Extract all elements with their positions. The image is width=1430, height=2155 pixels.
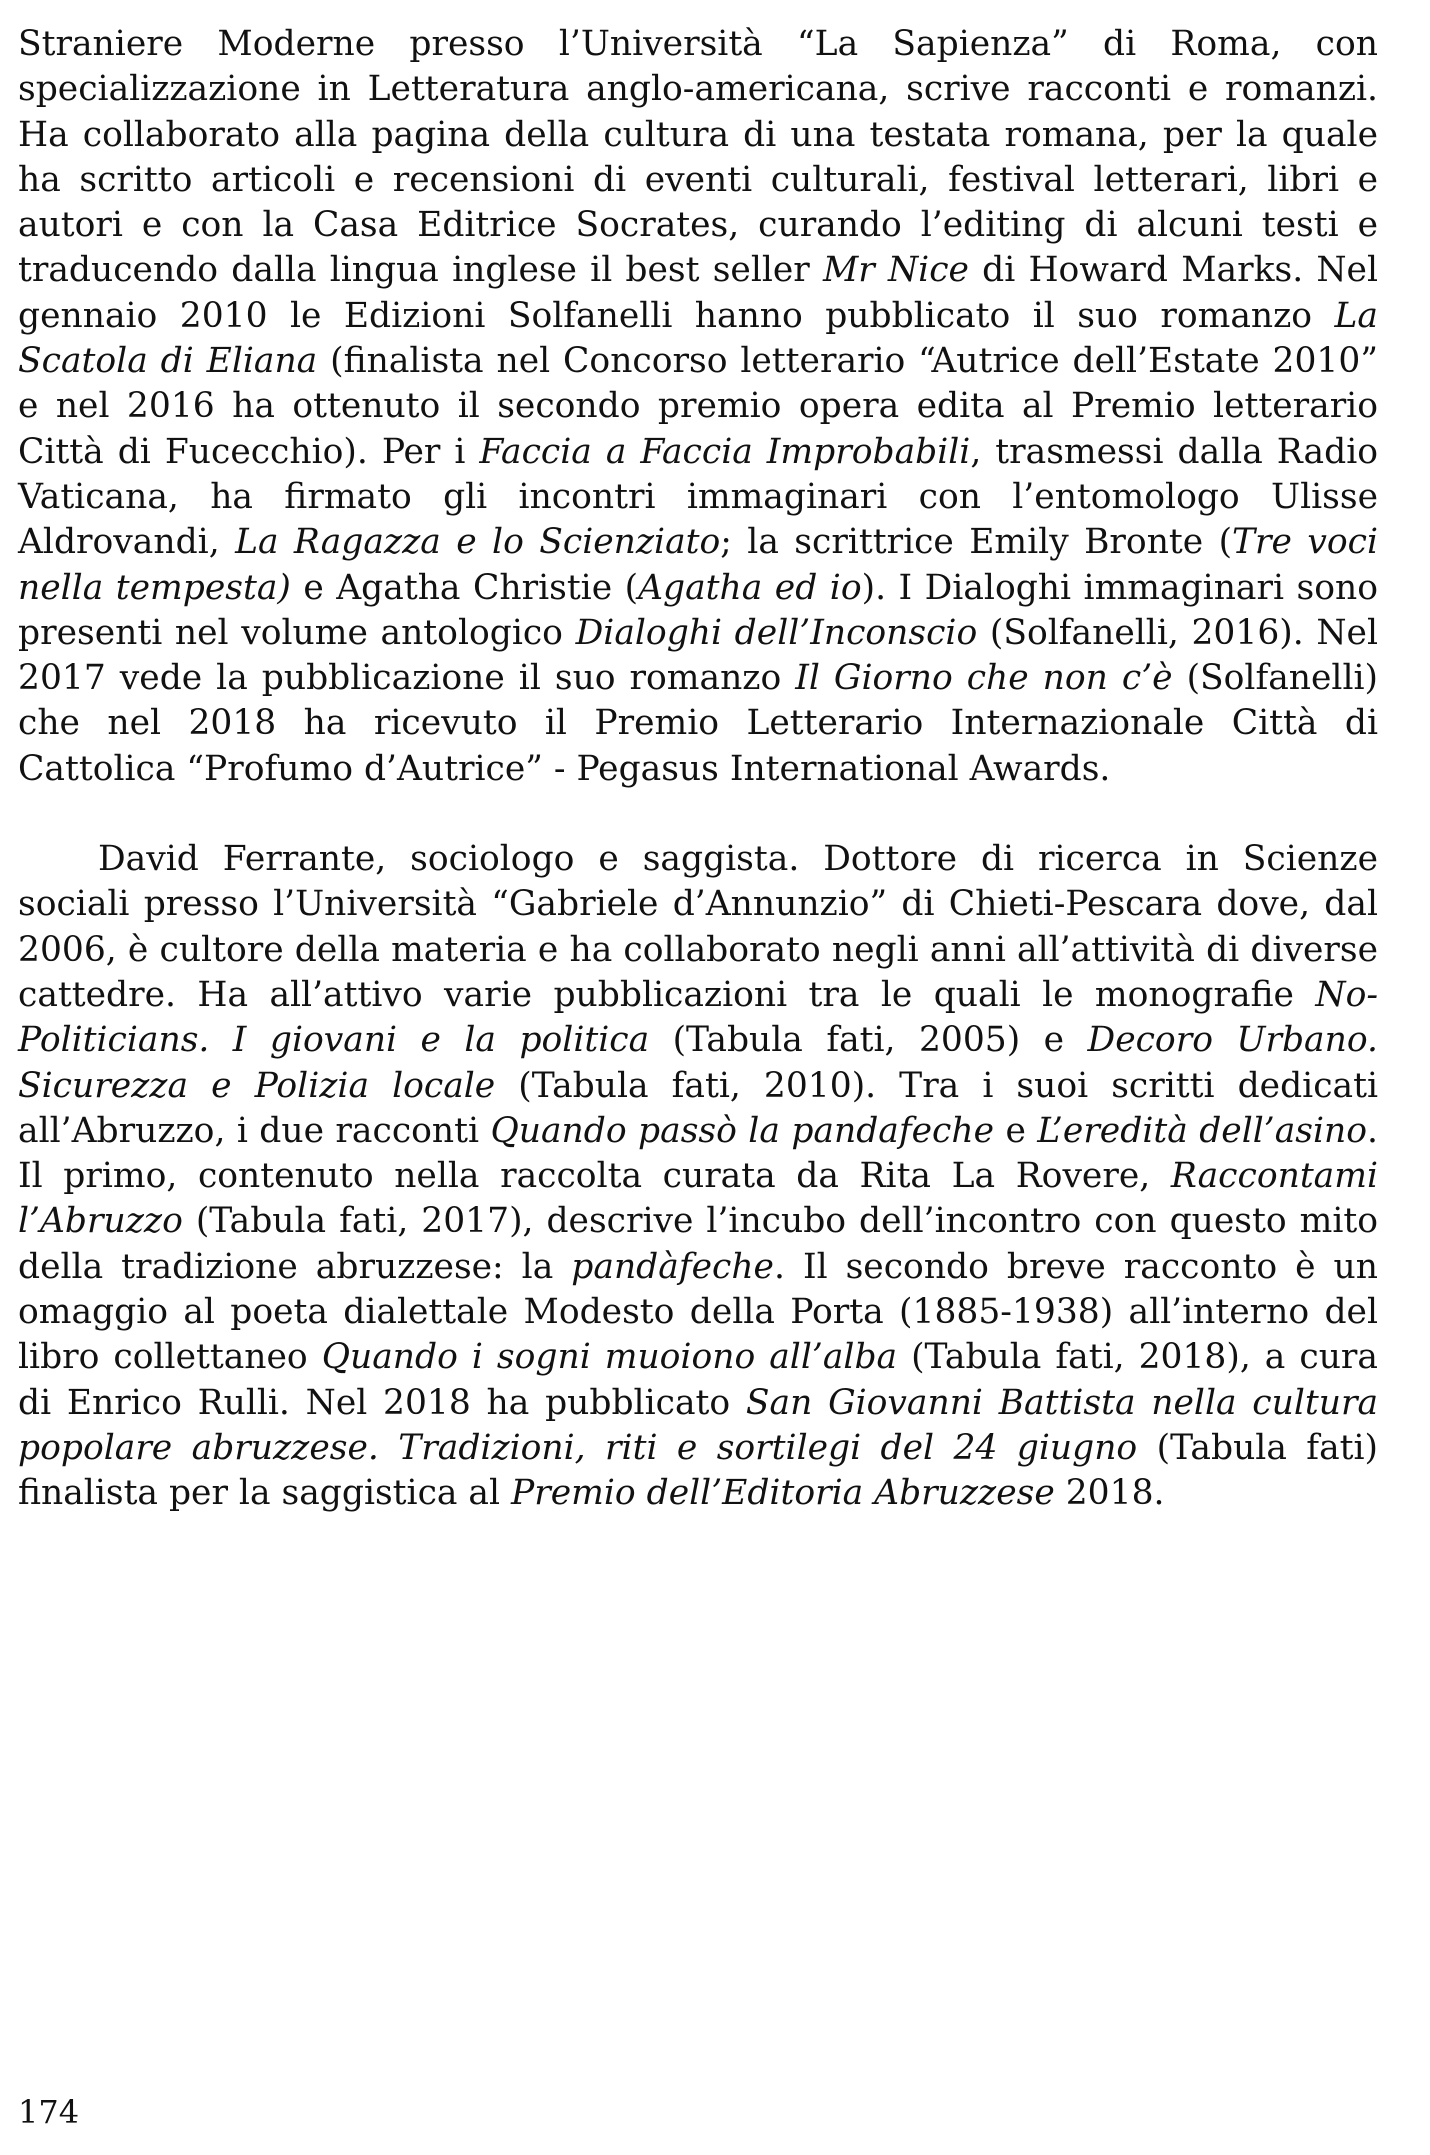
- italic-title-run: Il Giorno che non c’è: [795, 658, 1173, 699]
- text-run: (Solfanelli) che nel 2018 ha ricevuto il Premio Letterario Internazionale Città di Cattolica “Profumo d’Autrice” - Pegasus International Awards.: [18, 658, 1378, 789]
- italic-title-run: Raccontami l’Abruzzo: [18, 1156, 1378, 1242]
- text-run: (Solfanelli, 2016). Nel 2017 vede la pubblicazione il suo romanzo: [18, 612, 1378, 699]
- italic-title-run: Tre voci nella tempesta): [18, 522, 1378, 608]
- text-run: e: [994, 1110, 1038, 1151]
- paragraph-author-bio-1: [18, 22, 1378, 792]
- text-run: , trasmessi dalla Radio Vaticana, ha firmato gli incontri immaginari con l’entomologo Ulisse Aldrovandi,: [18, 431, 1378, 563]
- text-run: (Tabula fati, 2005) e: [649, 1020, 1088, 1061]
- text-run: di Howard Marks. Nel gennaio 2010 le Edizioni Solfanelli hanno pubblicato il suo romanzo: [18, 250, 1378, 336]
- text-run: ; la scrittrice Emily Bronte (: [720, 522, 1233, 563]
- paragraph-author-bio-david-ferrante: [18, 837, 1378, 1516]
- italic-title-run: Decoro Urbano. Sicurezza e Polizia locale: [18, 1020, 1378, 1106]
- italic-title-run: Agatha ed io: [638, 567, 862, 608]
- italic-title-run: Mr Nice: [822, 250, 969, 291]
- italic-title-run: Premio dell’Editoria Abruzzese: [511, 1473, 1055, 1514]
- italic-title-run: Faccia a Faccia Improbabili: [479, 431, 971, 472]
- text-run: (Tabula fati, 2018), a cura di Enrico Rulli. Nel 2018 ha pubblicato: [18, 1337, 1378, 1423]
- italic-title-run: Quando i sogni muoiono all’alba: [321, 1337, 898, 1378]
- text-run: (Tabula fati, 2017), descrive l’incubo dell’incontro con questo mito della tradizione abruzzese: la: [18, 1201, 1378, 1287]
- text-run: . Il primo, contenuto nella raccolta curata da Rita La Rovere,: [18, 1110, 1379, 1197]
- text-run: David Ferrante, sociologo e saggista. Dottore di ricerca in Scienze sociali presso l’Università “Gabriele d’Annunzio” di Chieti-Pescara dove, dal 2006, è cultore della materia e ha collaborato negli anni all’attività di diverse cattedre. Ha all’attivo varie pubblicazioni tra le quali le monografie: [18, 839, 1378, 1015]
- italic-title-run: San Giovanni Battista nella cultura popolare abruzzese. Tradizioni, riti e sortilegi del 24 giugno: [18, 1382, 1379, 1468]
- text-run: ). I Dialoghi immaginari sono presenti nel volume antologico: [18, 567, 1378, 653]
- text-run: Straniere Moderne presso l’Università “La Sapienza” di Roma, con specializzazione in Letteratura anglo-americana, scrive racconti e romanzi. Ha collaborato alla pagina della cultura di una testata romana, per la quale ha scritto articoli e recensioni di eventi culturali, festival letterari, libri e autori e con la Casa Editrice Socrates, curando l’editing di alcuni testi e traducendo dalla lingua inglese il best seller: [18, 24, 1378, 291]
- page-number: 174: [18, 2093, 80, 2131]
- italic-title-run: La Ragazza e lo Scienziato: [235, 522, 721, 563]
- text-run: (finalista nel Concorso letterario “Autrice dell’Estate 2010” e nel 2016 ha ottenuto il secondo premio opera edita al Premio letterario Città di Fucecchio). Per i: [18, 341, 1378, 472]
- italic-title-run: Dialoghi dell’Inconscio: [575, 612, 978, 653]
- italic-title-run: pandàfeche: [571, 1246, 774, 1287]
- italic-title-run: Quando passò la pandafeche: [490, 1110, 995, 1151]
- text-run: . Il secondo breve racconto è un omaggio al poeta dialettale Modesto della Porta (1885-1938) all’interno del libro collettaneo: [18, 1246, 1378, 1378]
- page-body: [18, 22, 1378, 1517]
- italic-title-run: L’eredità dell’asino: [1037, 1110, 1368, 1151]
- italic-title-run: La Scatola di Eliana: [18, 295, 1378, 382]
- text-run: 2018.: [1054, 1473, 1165, 1514]
- italic-title-run: No-Politicians. I giovani e la politica: [18, 974, 1378, 1061]
- text-run: (Tabula fati, 2010). Tra i suoi scritti dedicati all’Abruzzo, i due racconti: [18, 1065, 1378, 1151]
- text-run: (Tabula fati) finalista per la saggistica al: [18, 1427, 1378, 1514]
- text-run: e Agatha Christie (: [290, 567, 639, 608]
